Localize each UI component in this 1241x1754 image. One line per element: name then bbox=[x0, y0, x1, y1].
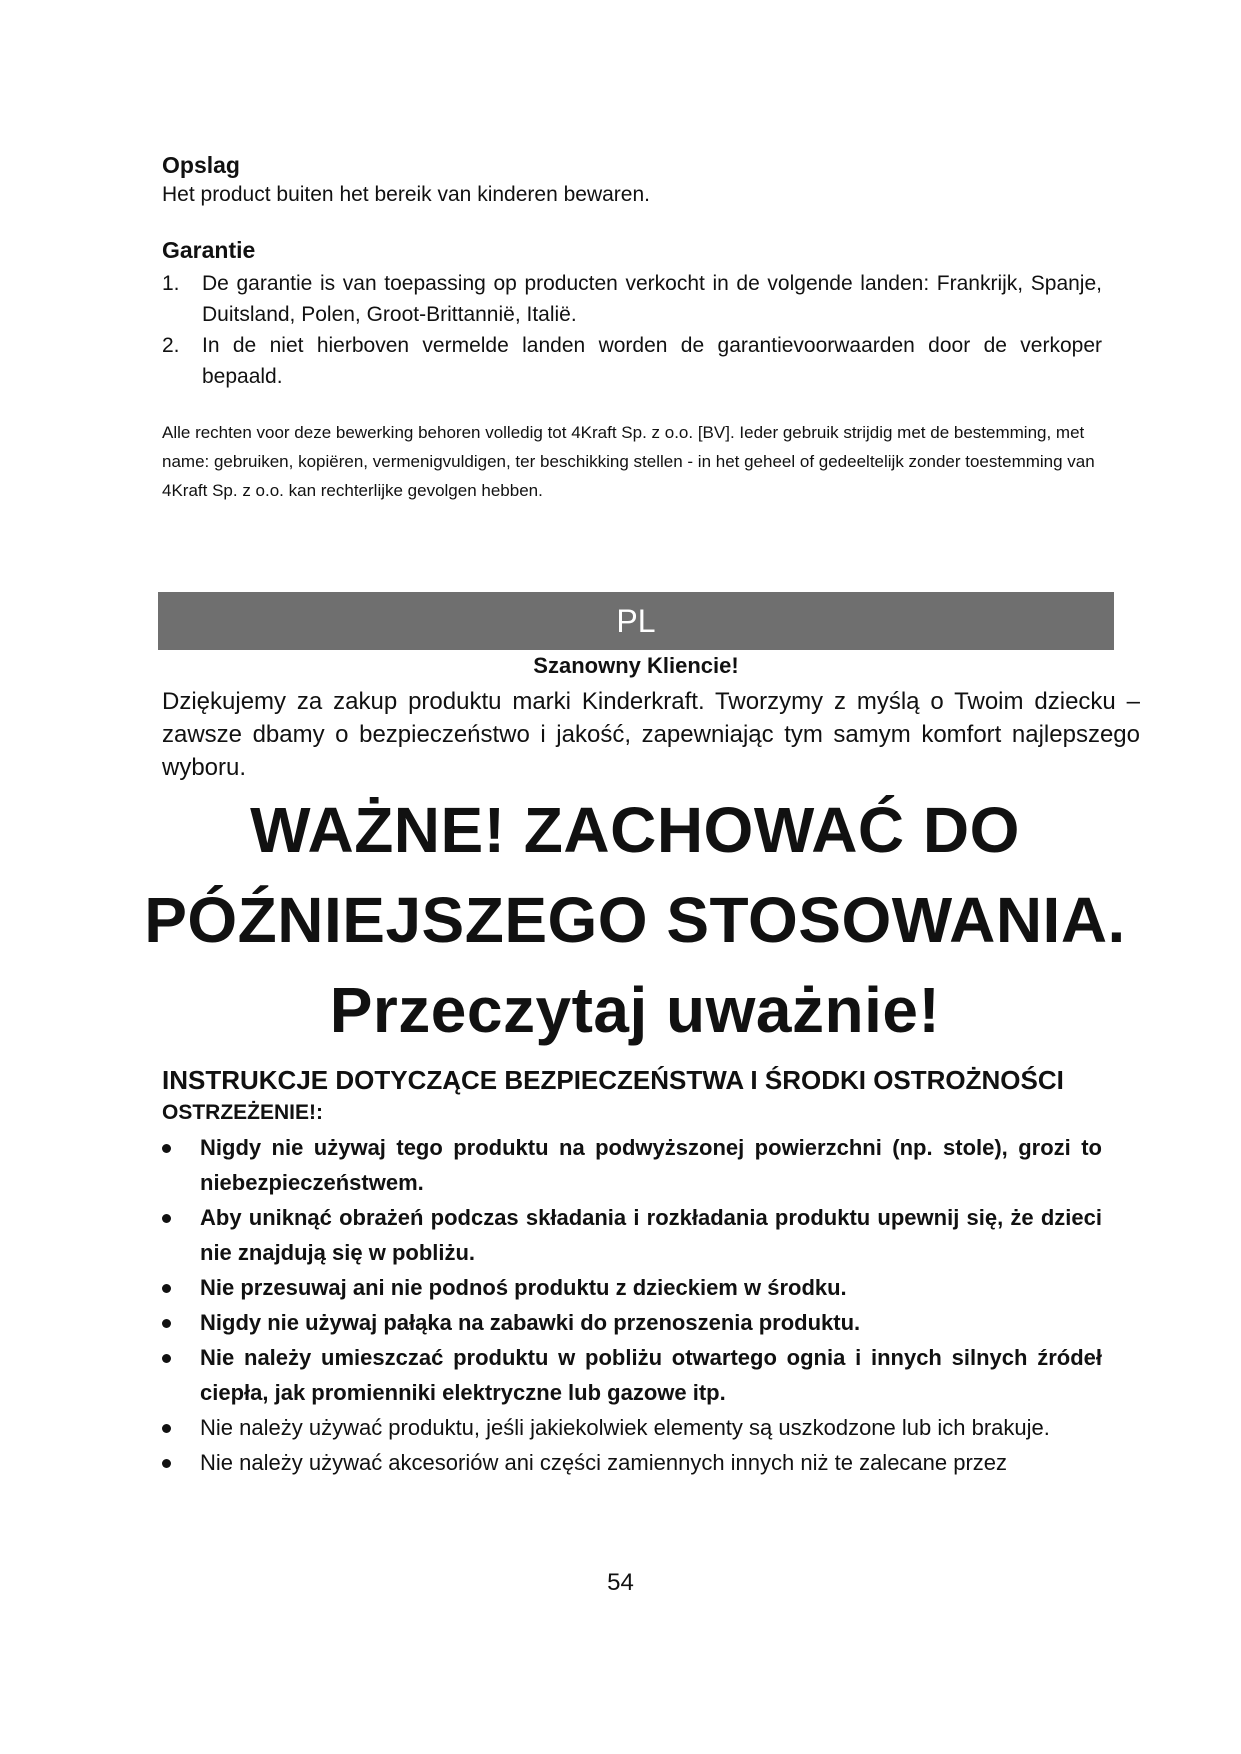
safety-item-text: Nie należy używać akcesoriów ani części zamiennych innych niż te zalecane przez bbox=[200, 1450, 1008, 1475]
important-notice-line-2: PÓŹNIEJSZEGO STOSOWANIA. bbox=[144, 884, 1126, 956]
safety-item-text: Nigdy nie używaj tego produktu na podwyższonej powierzchni (np. stole), grozi to niebezpieczeństwem. bbox=[200, 1135, 1102, 1195]
bullet-icon bbox=[162, 1144, 171, 1153]
safety-item-text: Nie należy używać produktu, jeśli jakiekolwiek elementy są uszkodzone lub ich brakuje. bbox=[200, 1415, 1050, 1440]
important-notice-line-1: WAŻNE! ZACHOWAĆ DO bbox=[250, 794, 1020, 866]
important-notice bbox=[120, 785, 1150, 1055]
intro-paragraph: Dziękujemy za zakup produktu marki Kinderkraft. Tworzymy z myślą o Twoim dziecku – zawsze dbamy o bezpieczeństwo i jakość, zapewniając tym samym komfort najlepszego wyboru. bbox=[162, 688, 1140, 781]
safety-list-item bbox=[162, 1445, 1102, 1480]
safety-list-item bbox=[162, 1305, 1102, 1340]
warranty-item-text: In de niet hierboven vermelde landen worden de garantievoorwaarden door de verkoper bepaald. bbox=[202, 334, 1102, 388]
warning-label: OSTRZEŻENIE!: bbox=[162, 1101, 323, 1124]
safety-section bbox=[162, 1062, 1122, 1128]
important-notice-line-3: Przeczytaj uważnie! bbox=[329, 974, 941, 1046]
safety-list-item bbox=[162, 1340, 1102, 1410]
warranty-item bbox=[162, 268, 1102, 330]
safety-list-item bbox=[162, 1200, 1102, 1270]
warranty-item-text: De garantie is van toepassing op producten verkocht in de volgende landen: Frankrijk, Spanje, Duitsland, Polen, Groot-Brittannië, Italië. bbox=[202, 272, 1102, 326]
safety-list-item bbox=[162, 1130, 1102, 1200]
bullet-icon bbox=[162, 1319, 171, 1328]
storage-text: Het product buiten het bereik van kinderen bewaren. bbox=[162, 183, 650, 206]
safety-item-text: Aby uniknąć obrażeń podczas składania i rozkładania produktu upewnij się, że dzieci nie znajdują się w pobliżu. bbox=[200, 1205, 1102, 1265]
warranty-heading: Garantie bbox=[162, 237, 256, 263]
bullet-icon bbox=[162, 1214, 171, 1223]
storage-section bbox=[162, 150, 1112, 210]
legal-notice: Alle rechten voor deze bewerking behoren volledig tot 4Kraft Sp. z o.o. [BV]. Ieder gebruik strijdig met de bestemming, met name: gebruiken, kopiëren, vermenigvuldigen, ter beschikking stellen - in het geheel of gedeeltelijk zonder toestemming van 4Kraft Sp. z o.o. kan rechterlijke gevolgen hebben. bbox=[162, 423, 1095, 500]
greeting: Szanowny Kliencie! bbox=[533, 653, 739, 678]
safety-list bbox=[162, 1130, 1102, 1480]
safety-heading: INSTRUKCJE DOTYCZĄCE BEZPIECZEŃSTWA I ŚRODKI OSTROŻNOŚCI bbox=[162, 1065, 1064, 1095]
page-number: 54 bbox=[607, 1569, 634, 1596]
warranty-item bbox=[162, 330, 1102, 392]
safety-list-wrapper bbox=[162, 1130, 1102, 1480]
bullet-icon bbox=[162, 1284, 171, 1293]
safety-list-item bbox=[162, 1270, 1102, 1305]
bullet-icon bbox=[162, 1424, 171, 1433]
safety-item-text: Nie należy umieszczać produktu w pobliżu otwartego ognia i innych silnych źródeł ciepła, jak promienniki elektryczne lub gazowe itp. bbox=[200, 1345, 1102, 1405]
storage-heading: Opslag bbox=[162, 152, 240, 178]
safety-list-item bbox=[162, 1410, 1102, 1445]
language-section-bar: PL bbox=[158, 592, 1114, 650]
warranty-item-number: 1. bbox=[162, 272, 180, 295]
safety-item-text: Nigdy nie używaj pałąka na zabawki do przenoszenia produktu. bbox=[200, 1310, 861, 1335]
warranty-section bbox=[162, 235, 1102, 392]
warranty-list bbox=[162, 268, 1102, 392]
bullet-icon bbox=[162, 1459, 171, 1468]
safety-item-text: Nie przesuwaj ani nie podnoś produktu z dzieckiem w środku. bbox=[200, 1275, 847, 1300]
bullet-icon bbox=[162, 1354, 171, 1363]
warranty-item-number: 2. bbox=[162, 334, 180, 357]
